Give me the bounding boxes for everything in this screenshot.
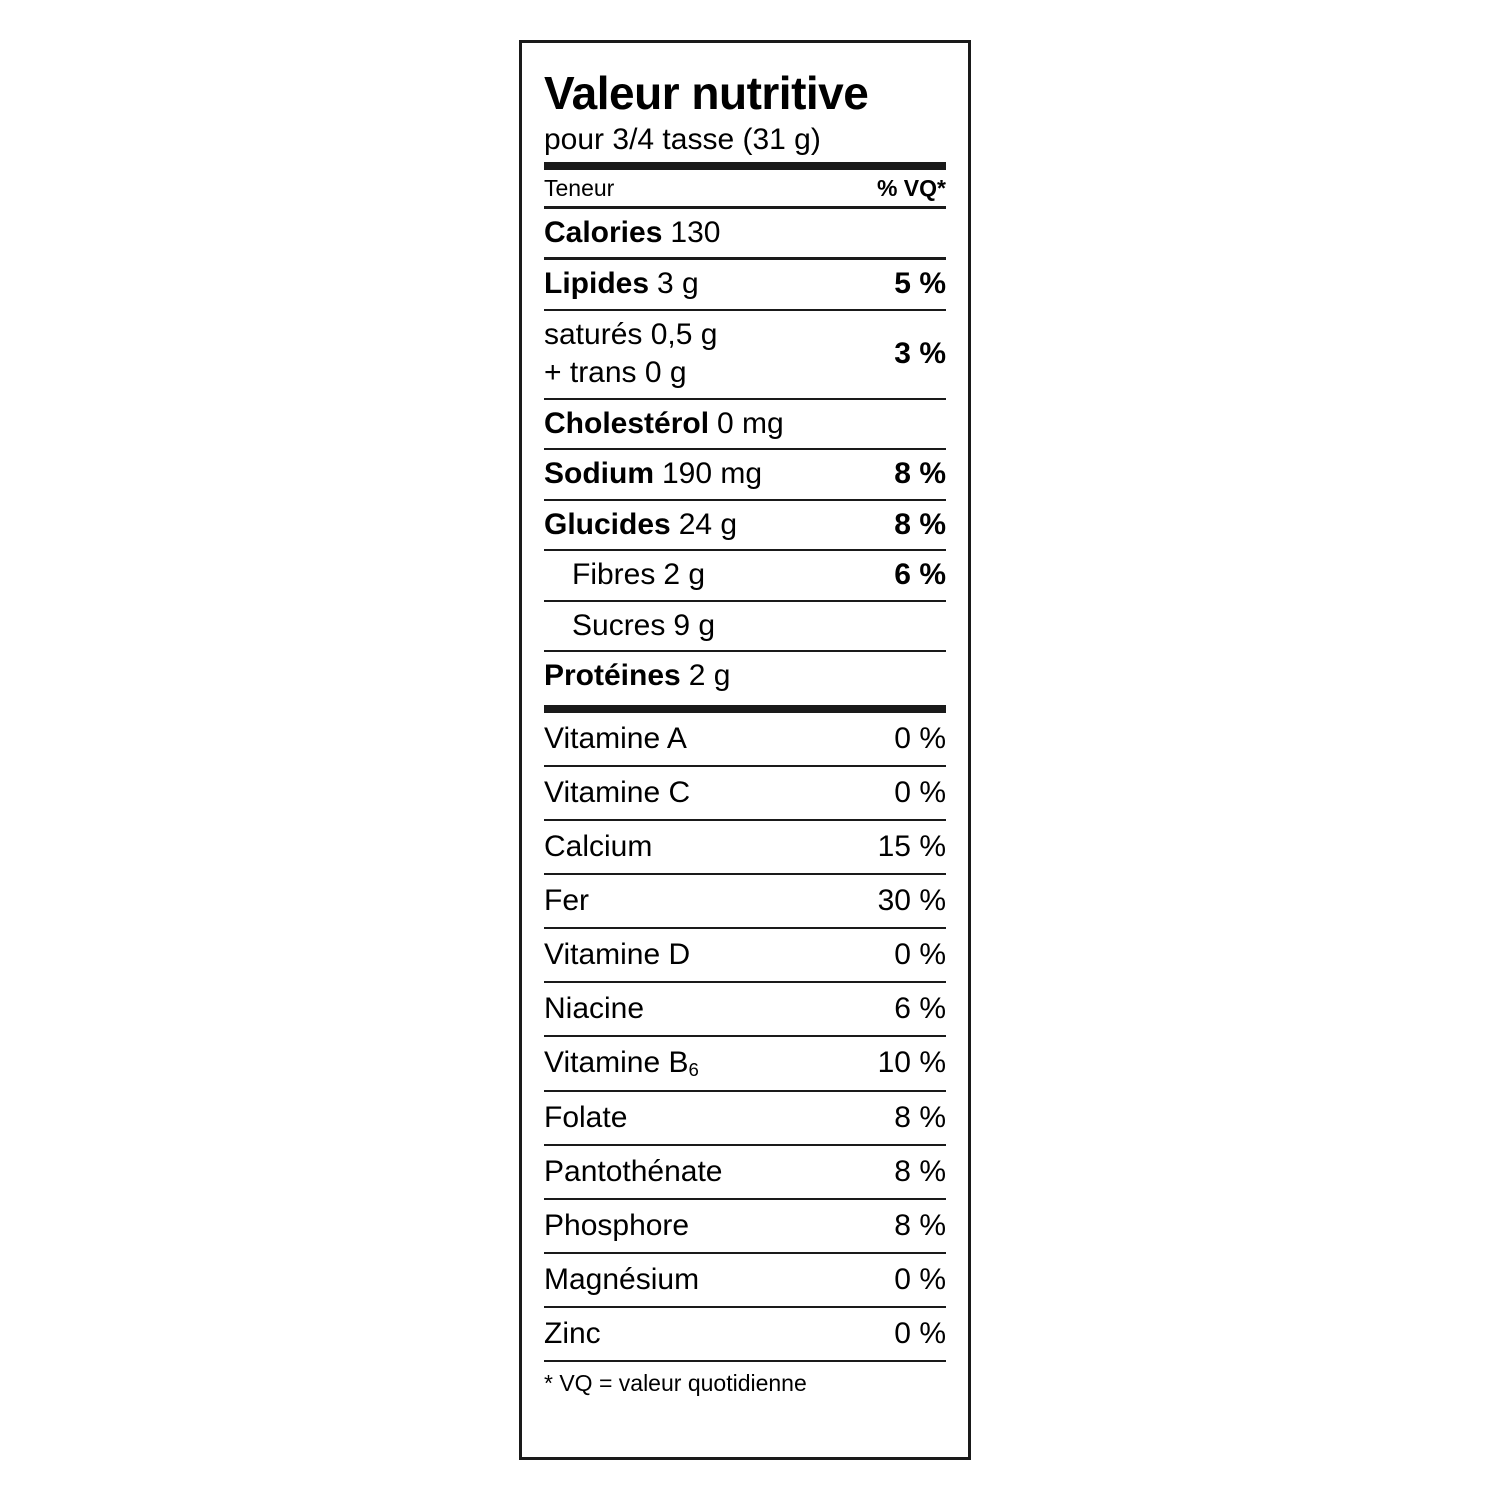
sodium-label: Sodium	[544, 457, 654, 491]
nutrition-facts-panel	[519, 40, 971, 1460]
table-row-fibre	[544, 551, 946, 600]
cholesterol-label: Cholestérol	[544, 406, 710, 440]
saturated-label: saturés	[544, 317, 643, 351]
micronutrient-row-vitamin-c	[544, 767, 946, 819]
micronutrient-row-pantothenate	[544, 1146, 946, 1198]
header-daily-value: % VQ*	[876, 175, 946, 202]
nutrition-facts-content	[522, 43, 968, 1397]
vitamin-a-label: Vitamine A	[544, 721, 687, 755]
header-amount: Teneur	[544, 175, 615, 202]
micronutrient-row-vitamin-b6	[544, 1037, 946, 1090]
carbohydrate-dv: 8 %	[894, 507, 946, 541]
magnesium-dv: 0 %	[894, 1262, 946, 1296]
pantothenate-dv: 8 %	[894, 1154, 946, 1188]
phosphorus-dv: 8 %	[894, 1208, 946, 1242]
sodium-value: 190 mg	[662, 457, 763, 491]
carbohydrate-label: Glucides	[544, 507, 671, 541]
vitamin-c-dv: 0 %	[894, 775, 946, 809]
sodium-dv: 8 %	[894, 457, 946, 491]
phosphorus-label: Phosphore	[544, 1208, 690, 1242]
micronutrient-row-phosphorus	[544, 1200, 946, 1252]
table-header-row	[544, 170, 946, 205]
pantothenate-label: Pantothénate	[544, 1154, 723, 1188]
calcium-dv: 15 %	[877, 829, 946, 863]
fibre-dv: 6 %	[894, 558, 946, 592]
calories-label: Calories	[544, 215, 663, 249]
magnesium-label: Magnésium	[544, 1262, 700, 1296]
fat-value: 3 g	[657, 267, 699, 301]
daily-value-footnote: * VQ = valeur quotidienne	[544, 1369, 807, 1396]
fat-label: Lipides	[544, 267, 650, 301]
fibre-value: 2 g	[663, 558, 706, 592]
vitamin-d-dv: 0 %	[894, 937, 946, 971]
table-row-saturated-trans	[544, 311, 946, 398]
folate-dv: 8 %	[894, 1100, 946, 1134]
page-title: Valeur nutritive	[544, 67, 869, 119]
micronutrient-row-calcium	[544, 821, 946, 873]
table-row-sugars	[544, 602, 946, 651]
saturated-value: 0,5 g	[650, 317, 718, 351]
sugars-value: 9 g	[673, 608, 716, 642]
trans-value: 0 g	[644, 356, 687, 390]
niacin-label: Niacine	[544, 991, 645, 1025]
divider-thick-micronutrients	[544, 705, 946, 713]
protein-value: 2 g	[688, 659, 731, 693]
vitamin-d-label: Vitamine D	[544, 937, 691, 971]
table-row-fat	[544, 260, 946, 309]
calories-row	[544, 209, 946, 258]
table-row-protein	[544, 652, 946, 701]
iron-label: Fer	[544, 883, 589, 917]
calcium-label: Calcium	[544, 829, 653, 863]
micronutrient-row-niacin	[544, 983, 946, 1035]
sugars-label: Sucres	[572, 608, 666, 642]
niacin-dv: 6 %	[894, 991, 946, 1025]
folate-label: Folate	[544, 1100, 628, 1134]
vitamin-b6-dv: 10 %	[877, 1045, 946, 1079]
protein-label: Protéines	[544, 659, 681, 693]
fibre-label: Fibres	[572, 558, 656, 592]
zinc-label: Zinc	[544, 1316, 601, 1350]
serving-size: pour 3/4 tasse (31 g)	[544, 123, 821, 157]
micronutrient-row-folate	[544, 1092, 946, 1144]
table-row-sodium	[544, 450, 946, 499]
vitamin-a-dv: 0 %	[894, 721, 946, 755]
calories-value: 130	[670, 215, 721, 249]
iron-dv: 30 %	[877, 883, 946, 917]
zinc-dv: 0 %	[894, 1316, 946, 1350]
micronutrient-row-vitamin-d	[544, 929, 946, 981]
cholesterol-value: 0 mg	[717, 406, 784, 440]
micronutrient-row-vitamin-a	[544, 713, 946, 765]
table-row-carbohydrate	[544, 501, 946, 550]
saturated-trans-dv: 3 %	[894, 337, 946, 371]
trans-label: + trans	[544, 356, 637, 390]
micronutrient-row-zinc	[544, 1308, 946, 1360]
vitamin-c-label: Vitamine C	[544, 775, 691, 809]
vitamin-b6-label: Vitamine $B_6$	[544, 1045, 699, 1080]
table-row-cholesterol	[544, 400, 946, 449]
micronutrient-row-iron	[544, 875, 946, 927]
divider-thick-top	[544, 162, 946, 170]
saturated-line	[544, 316, 717, 354]
trans-line	[544, 354, 717, 392]
fat-dv: 5 %	[894, 267, 946, 301]
carbohydrate-value: 24 g	[678, 507, 738, 541]
micronutrient-row-magnesium	[544, 1254, 946, 1306]
